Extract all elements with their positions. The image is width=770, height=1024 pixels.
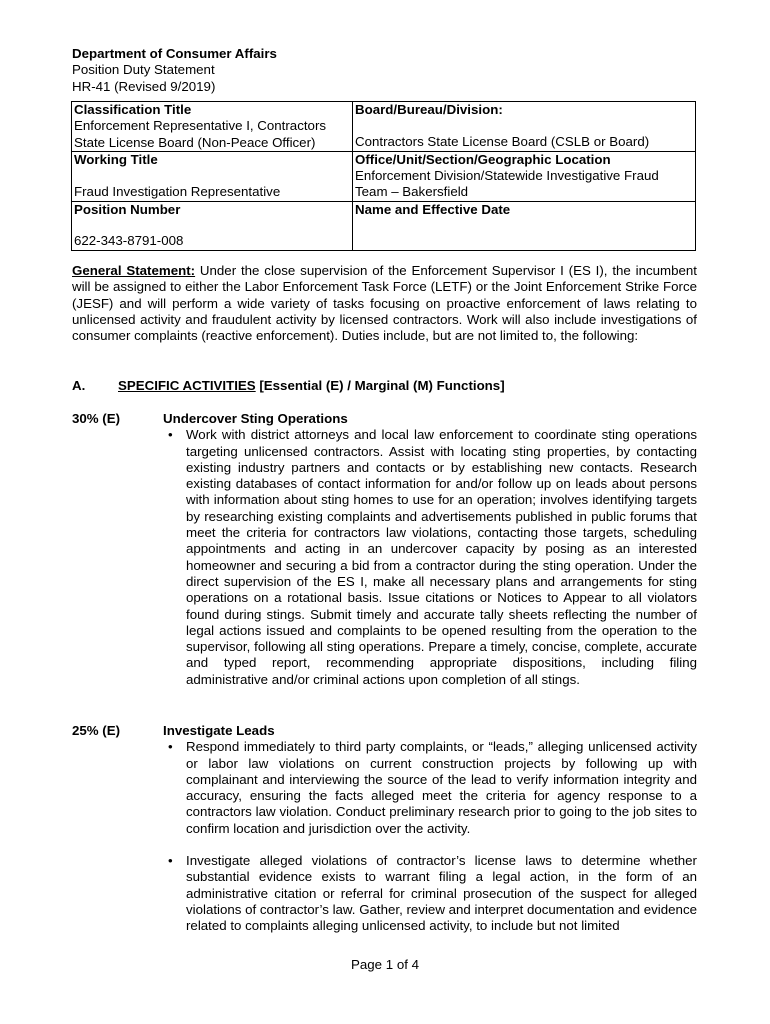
bullet-icon: • [168, 739, 173, 755]
position-number-value: 622-343-8791-008 [74, 233, 184, 249]
classification-value-line1: Enforcement Representative I, Contractors [74, 118, 327, 134]
section-a-letter: A. [72, 378, 86, 393]
task-block [163, 411, 697, 688]
board-value: Contractors State License Board (CSLB or Board) [355, 133, 650, 149]
classification-cell [72, 102, 353, 152]
document-type: Position Duty Statement [72, 62, 215, 78]
position-number-label: Position Number [74, 201, 181, 217]
office-value-line1: Enforcement Division/Statewide Investigative Fraud [355, 168, 659, 184]
task-block [163, 723, 697, 935]
position-info-table [71, 101, 696, 251]
name-date-label: Name and Effective Date [355, 201, 511, 217]
section-a-title: SPECIFIC ACTIVITIES [118, 378, 256, 393]
task-title: Undercover Sting Operations [163, 411, 348, 426]
document-header [72, 46, 277, 95]
office-cell [353, 151, 696, 201]
task-title: Investigate Leads [163, 723, 275, 738]
task-percent: 25% (E) [72, 723, 121, 738]
working-title-label: Working Title [74, 151, 158, 167]
general-statement-label: General Statement: [72, 263, 196, 278]
name-date-cell [353, 201, 696, 250]
task-bullet [163, 739, 697, 837]
bullet-icon: • [168, 427, 173, 443]
department-name: Department of Consumer Affairs [72, 46, 277, 61]
office-label: Office/Unit/Section/Geographic Location [355, 151, 611, 167]
task-bullet-text: Respond immediately to third party complaints, or “leads,” alleging unlicensed activity or labor law violations on current construction projects by following up with complainant and interviewing the source of the lead to verify information integrity and accuracy, ensuring the facts alleged meet the criteria for agency response to a contractors law violation. Conduct preliminary research prior to going to the job sites to confirm location and jurisdiction over the activity. [186, 739, 697, 836]
section-a-heading [72, 378, 697, 394]
classification-value-line2: State License Board (Non-Peace Officer) [74, 134, 316, 150]
board-cell [353, 102, 696, 152]
section-a-subtitle: [Essential (E) / Marginal (M) Functions] [255, 378, 505, 393]
working-title-cell [72, 151, 353, 201]
page-number: Page 1 of 4 [350, 957, 420, 972]
task-bullet-text: Investigate alleged violations of contractor’s license laws to determine whether substantial evidence exists to warrant filing a legal action, in the form of an administrative citation or referral for criminal prosecution of the suspect for alleged violations of contractor’s law. Gather, review and interpret documentation and evidence related to complaints alleging unlicensed activity, to include but not limited [186, 853, 697, 934]
task-bullet-text: Work with district attorneys and local law enforcement to coordinate sting operations targeting unlicensed contractors. Assist with locating sting properties, by contacting existing industry partners and contacts or by establishing new contacts. Research existing databases of contact information for and/or follow up on leads about persons with information about sting homes to use for an operation; involves identifying targets by researching existing complaints and advertisements published in public forums that meet the criteria for contractors law violations, contacting those targets, scheduling appointments and acting in an undercover capacity by posing as an interested homeowner and securing a bid from a contractor during the sting operation. Under the direct supervision of the ES I, make all necessary plans and arrangements for sting operations on a rotational basis. Issue citations or Notices to Appear to all violators found during stings. Submit timely and accurate tally sheets reflecting the number of legal actions issued and complaints to be opened resulting from the operation to the supervisor, following all sting operations. Prepare a timely, concise, complete, accurate and typed report, recommending appropriate dispositions, including filing administrative and/or criminal actions upon completion of all stings. [186, 427, 697, 687]
working-title-value: Fraud Investigation Representative [74, 183, 281, 199]
board-label: Board/Bureau/Division: [355, 102, 503, 117]
task-bullet [163, 853, 697, 934]
form-revision: HR-41 (Revised 9/2019) [72, 78, 216, 94]
office-value-line2: Team – Bakersfield [355, 184, 469, 200]
task-percent: 30% (E) [72, 411, 121, 426]
general-statement [72, 263, 697, 344]
task-bullet [163, 427, 697, 688]
position-number-cell [72, 201, 353, 250]
classification-label: Classification Title [74, 102, 192, 117]
bullet-icon: • [168, 853, 173, 869]
general-statement-text: Under the close supervision of the Enforcement Supervisor I (ES I), the incumbent will be assigned to either the Labor Enforcement Task Force (LETF) or the Joint Enforcement Strike Force (JESF) and will perform a wide variety of tasks focusing on proactive enforcement of laws relating to unlicensed activity and fraudulent activity by licensed contractors. Work will also include investigations of consumer complaints (reactive enforcement). Duties include, but are not limited to, the following: [72, 263, 697, 344]
